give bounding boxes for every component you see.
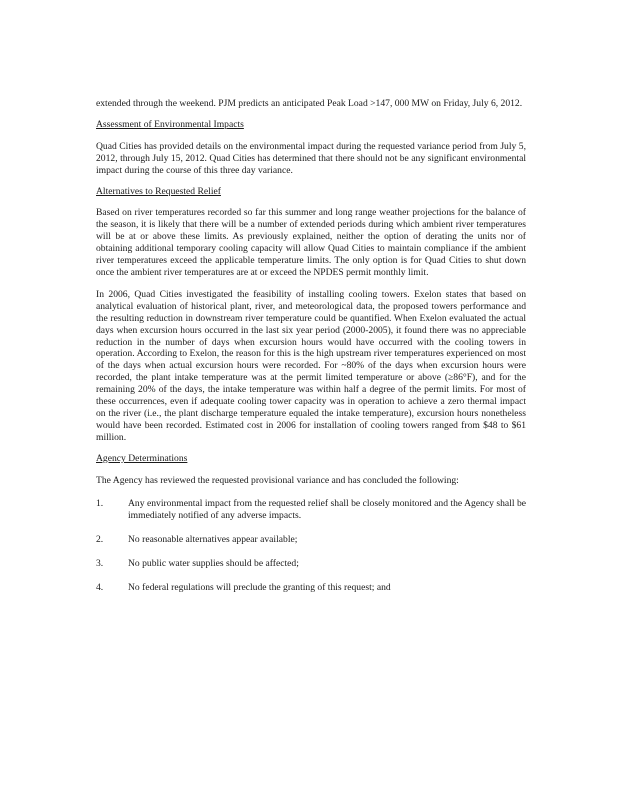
agency-determinations-intro: The Agency has reviewed the requested provisional variance and has concluded the following: [96, 474, 459, 486]
list-item-number: 4. [96, 582, 104, 594]
section-heading-agency-determinations: Agency Determinations [96, 452, 188, 464]
list-item [96, 558, 526, 570]
list-item [96, 582, 526, 594]
determinations-list [96, 498, 526, 594]
list-item [96, 498, 526, 522]
alternatives-paragraph-2: In 2006, Quad Cities investigated the feasibility of installing cooling towers. Exelon states that based on analytical evaluation of historical plant, river, and meteorological data, the proposed towers performance and the resulting reduction in downstream river temperature could be quantified. When Exelon evaluated the actual days when excursion hours occurred in the last six year period (2000-2005), it found there was no appreciable reduction in the number of days when excursion hours would have occurred with the cooling towers in operation. According to Exelon, the reason for this is the high upstream river temperatures experienced on most of the days when actual excursion hours were recorded. For ~80% of the days when excursion hours were recorded, the plant intake temperature was at the permit limited temperature or above (≥86°F), and for the remaining 20% of the days, the intake temperature was within half a degree of the permit limits. For most of these occurrences, even if adequate cooling tower capacity was in operation to achieve a zero thermal impact on the river (i.e., the plant discharge temperature equaled the intake temperature), excursion hours nonetheless would have been recorded. Estimated cost in 2006 for installation of cooling towers ranged from $48 to $61 million. [96, 288, 526, 443]
environmental-impacts-paragraph: Quad Cities has provided details on the environmental impact during the requested variance period from July 5, 2012, through July 15, 2012. Quad Cities has determined that there should not be any significant environmental impact during the course of this three day variance. [96, 140, 526, 176]
alternatives-paragraph-1: Based on river temperatures recorded so far this summer and long range weather projections for the balance of the season, it is likely that there will be a number of extended periods during which ambient river temperatures will be at or above these limits. As previously explained, neither the option of derating the units nor of obtaining additional temporary cooling capacity will allow Quad Cities to maintain compliance if the ambient river temperatures exceed the applicable temperature limits. The only option is for Quad Cities to shut down once the ambient river temperatures are at or exceed the NPDES permit monthly limit. [96, 207, 526, 278]
list-item-text: Any environmental impact from the requested relief shall be closely monitored and the Agency shall be immediately notified of any adverse impacts. [128, 498, 526, 522]
list-item [96, 534, 526, 546]
document-page [96, 98, 526, 594]
section-heading-alternatives: Alternatives to Requested Relief [96, 185, 221, 197]
list-item-number: 2. [96, 534, 104, 546]
list-item-text: No reasonable alternatives appear available; [128, 534, 298, 546]
section-heading-environmental-impacts: Assessment of Environmental Impacts [96, 118, 244, 130]
list-item-text: No public water supplies should be affected; [128, 558, 299, 570]
list-item-text: No federal regulations will preclude the granting of this request; and [128, 582, 391, 594]
list-item-number: 1. [96, 498, 104, 510]
list-item-number: 3. [96, 558, 104, 570]
intro-paragraph: extended through the weekend. PJM predicts an anticipated Peak Load >147, 000 MW on Friday, July 6, 2012. [96, 98, 523, 109]
